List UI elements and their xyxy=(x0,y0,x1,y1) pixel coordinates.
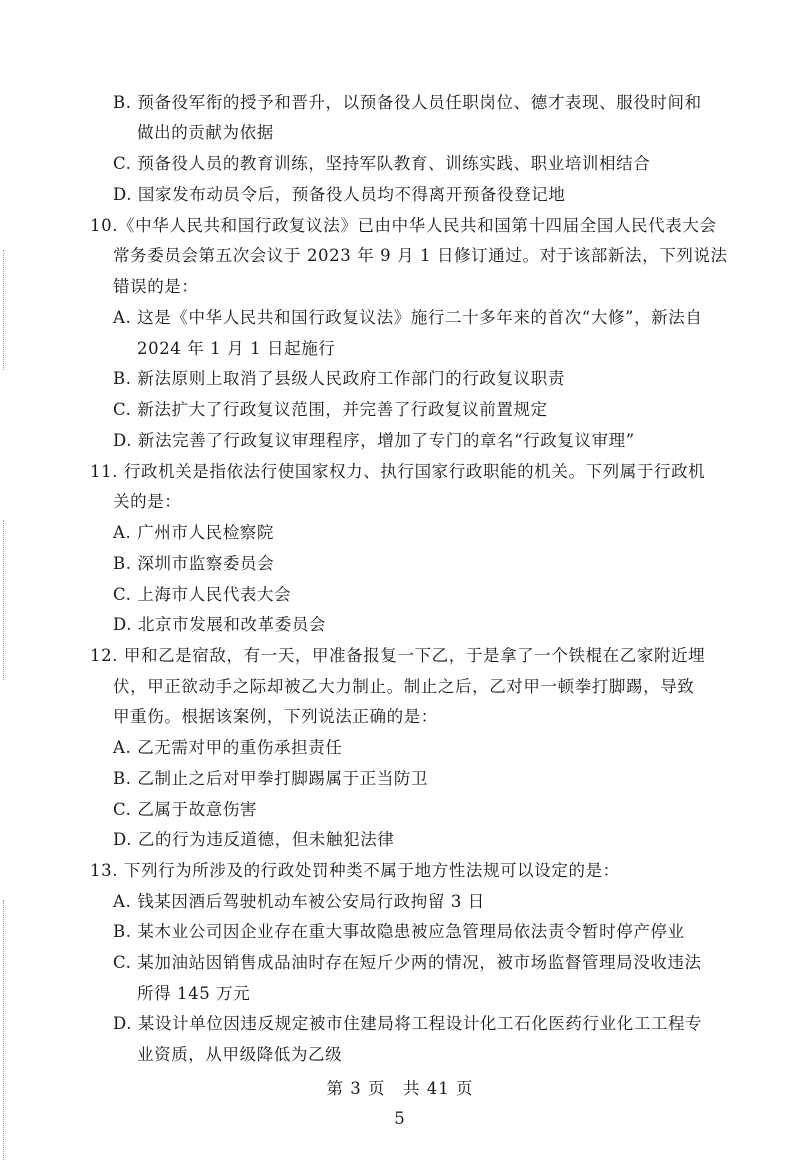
option-11c: C. 上海市人民代表大会 xyxy=(113,585,292,604)
option-9d: D. 国家发布动员令后，预备役人员均不得离开预备役登记地 xyxy=(113,185,566,204)
option-13d-line2: 业资质，从甲级降低为乙级 xyxy=(137,1045,343,1064)
option-13c-line1: C. 某加油站因销售成品油时存在短斤少两的情况，被市场监督管理局没收违法 xyxy=(113,953,702,972)
option-13b: B. 某木业公司因企业存在重大事故隐患被应急管理局依法责令暂时停产停业 xyxy=(113,922,685,941)
question-10-line3: 错误的是： xyxy=(113,277,199,296)
option-10d: D. 新法完善了行政复议审理程序，增加了专门的章名“行政复议审理” xyxy=(113,431,635,450)
question-13: 13. 下列行为所涉及的行政处罚种类不属于地方性法规可以设定的是： xyxy=(90,861,620,880)
option-13d-line1: D. 某设计单位因违反规定被市住建局将工程设计化工石化医药行业化工工程专 xyxy=(113,1014,703,1033)
binding-margin-mark xyxy=(3,520,6,680)
question-12-line3: 甲重伤。根据该案例，下列说法正确的是： xyxy=(113,707,438,726)
option-13c-line2: 所得 145 万元 xyxy=(137,984,251,1003)
option-10a-line1: A. 这是《中华人民共和国行政复议法》施行二十多年来的首次“大修”，新法自 xyxy=(113,308,703,327)
option-12b: B. 乙制止之后对甲拳打脚踢属于正当防卫 xyxy=(113,769,429,788)
option-9b-line2: 做出的贡献为依据 xyxy=(137,123,274,142)
question-12-line1: 12. 甲和乙是宿敌，有一天，甲准备报复一下乙，于是拿了一个铁棍在乙家附近埋 xyxy=(90,646,706,665)
option-12d: D. 乙的行为违反道德，但未触犯法律 xyxy=(113,830,395,849)
option-10c: C. 新法扩大了行政复议范围，并完善了行政复议前置规定 xyxy=(113,400,548,419)
option-11d: D. 北京市发展和改革委员会 xyxy=(113,615,327,634)
option-12a: A. 乙无需对甲的重伤承担责任 xyxy=(113,738,343,757)
option-11b: B. 深圳市监察委员会 xyxy=(113,554,275,573)
question-10-line1: 10.《中华人民共和国行政复议法》已由中华人民共和国第十四届全国人民代表大会 xyxy=(90,216,717,235)
question-11-line1: 11. 行政机关是指依法行使国家权力、执行国家行政职能的机关。下列属于行政机 xyxy=(90,462,706,481)
option-13a: A. 钱某因酒后驾驶机动车被公安局行政拘留 3 日 xyxy=(113,892,485,911)
question-11-line2: 关的是： xyxy=(113,492,182,511)
option-10a-line2: 2024 年 1 月 1 日起施行 xyxy=(137,339,336,358)
option-9b-line1: B. 预备役军衔的授予和晋升，以预备役人员任职岗位、德才表现、服役时间和 xyxy=(113,93,702,112)
binding-margin-mark xyxy=(3,250,6,370)
option-11a: A. 广州市人民检察院 xyxy=(113,523,275,542)
page-info: 第 3 页 共 41 页 xyxy=(326,1079,474,1098)
page-number: 5 xyxy=(394,1109,406,1128)
option-12c: C. 乙属于故意伤害 xyxy=(113,800,258,819)
question-10-line2: 常务委员会第五次会议于 2023 年 9 月 1 日修订通过。对于该部新法，下列说法 xyxy=(113,246,728,265)
option-10b: B. 新法原则上取消了县级人民政府工作部门的行政复议职责 xyxy=(113,369,565,388)
question-12-line2: 伏，甲正欲动手之际却被乙大力制止。制止之后，乙对甲一顿拳打脚踢，导致 xyxy=(113,677,695,696)
option-9c: C. 预备役人员的教育训练，坚持军队教育、训练实践、职业培训相结合 xyxy=(113,154,651,173)
